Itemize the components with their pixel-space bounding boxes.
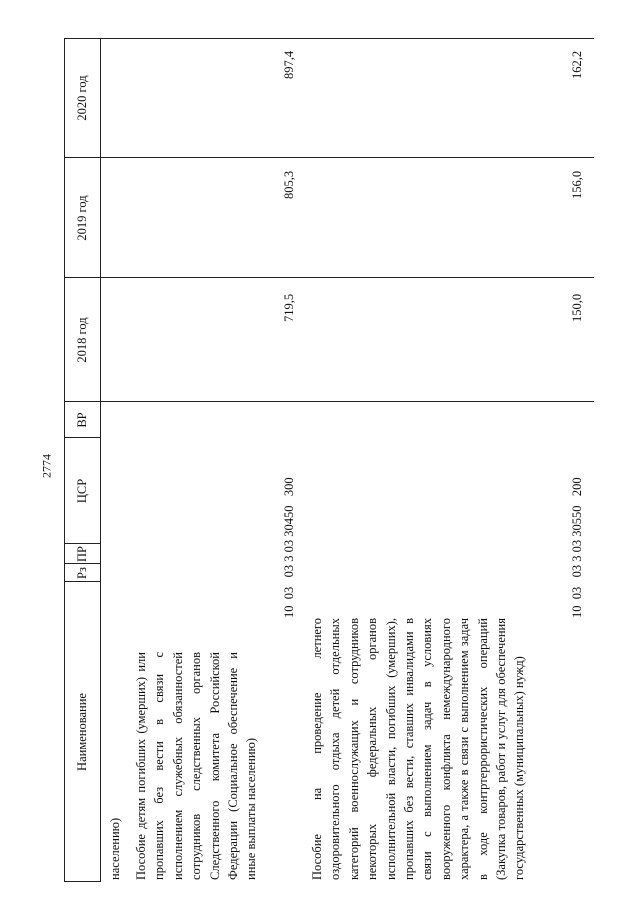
row-value-2018: 719,5	[282, 293, 296, 322]
header-vr: ВР	[74, 412, 89, 428]
col-sep-2019-2020	[64, 157, 594, 158]
row-name: Пособие детям погибших (умерших) или пропавших без вести в связи с исполнением служебных обязанностей сотрудников следственных органов Следственного комитета Российской Федерации (Социальное обеспечение и иные выплаты населению)	[134, 652, 259, 880]
row-value-2020: 162,2	[570, 50, 584, 79]
table-row	[308, 618, 529, 880]
table-row	[132, 652, 261, 880]
budget-table-wrapper	[64, 38, 594, 882]
row-value-2019: 805,3	[282, 170, 296, 199]
row-csr: 03 3 03 30450	[282, 505, 296, 578]
header-name: Наименование	[74, 693, 89, 771]
header-2020: 2020 год	[74, 75, 89, 121]
page-number	[40, 446, 54, 486]
header-csr: ЦСР	[74, 478, 89, 504]
row-vr: 300	[282, 477, 296, 497]
table-border-right	[64, 38, 594, 39]
row-name: Пособие на проведение летнего оздоровительного отдыха детей отдельных категорий военнослужащих и сотрудников некоторых федеральных органов исполнительной власти, погибших (умерших), пропавших без вести, ставших инвалидами в связи с выполнением задач в условиях вооруженного конфликта немеждународного характера, а также в связи с выполнением задач в ходе контртеррористических операций (Закупка товаров, работ и услуг для обеспечения государственных (муниципальных) нужд)	[310, 618, 527, 880]
budget-table	[64, 38, 594, 882]
row-pr: 03	[570, 586, 584, 600]
header-pr: ПР	[74, 546, 89, 562]
header-2018: 2018 год	[74, 317, 89, 363]
header-bottom-border	[100, 38, 101, 882]
row-codes	[568, 477, 586, 618]
row-codes	[280, 477, 298, 618]
row-rz: 10	[282, 605, 296, 618]
row-value-2019: 156,0	[570, 170, 584, 199]
page-number-text: 2774	[39, 454, 54, 478]
row-name: населению)	[108, 817, 122, 880]
row-rz: 10	[570, 605, 584, 618]
col-sep-vr-2018	[64, 401, 594, 402]
row-value-2020: 897,4	[282, 50, 296, 79]
col-sep-2018-2019	[64, 277, 594, 278]
header-2019: 2019 год	[74, 195, 89, 241]
table-row	[106, 652, 124, 880]
row-value-2018: 150,0	[570, 293, 584, 322]
row-vr: 200	[570, 477, 584, 497]
row-pr: 03	[282, 586, 296, 600]
header-rz: Рз	[74, 567, 89, 579]
row-csr: 03 3 03 30550	[570, 505, 584, 578]
